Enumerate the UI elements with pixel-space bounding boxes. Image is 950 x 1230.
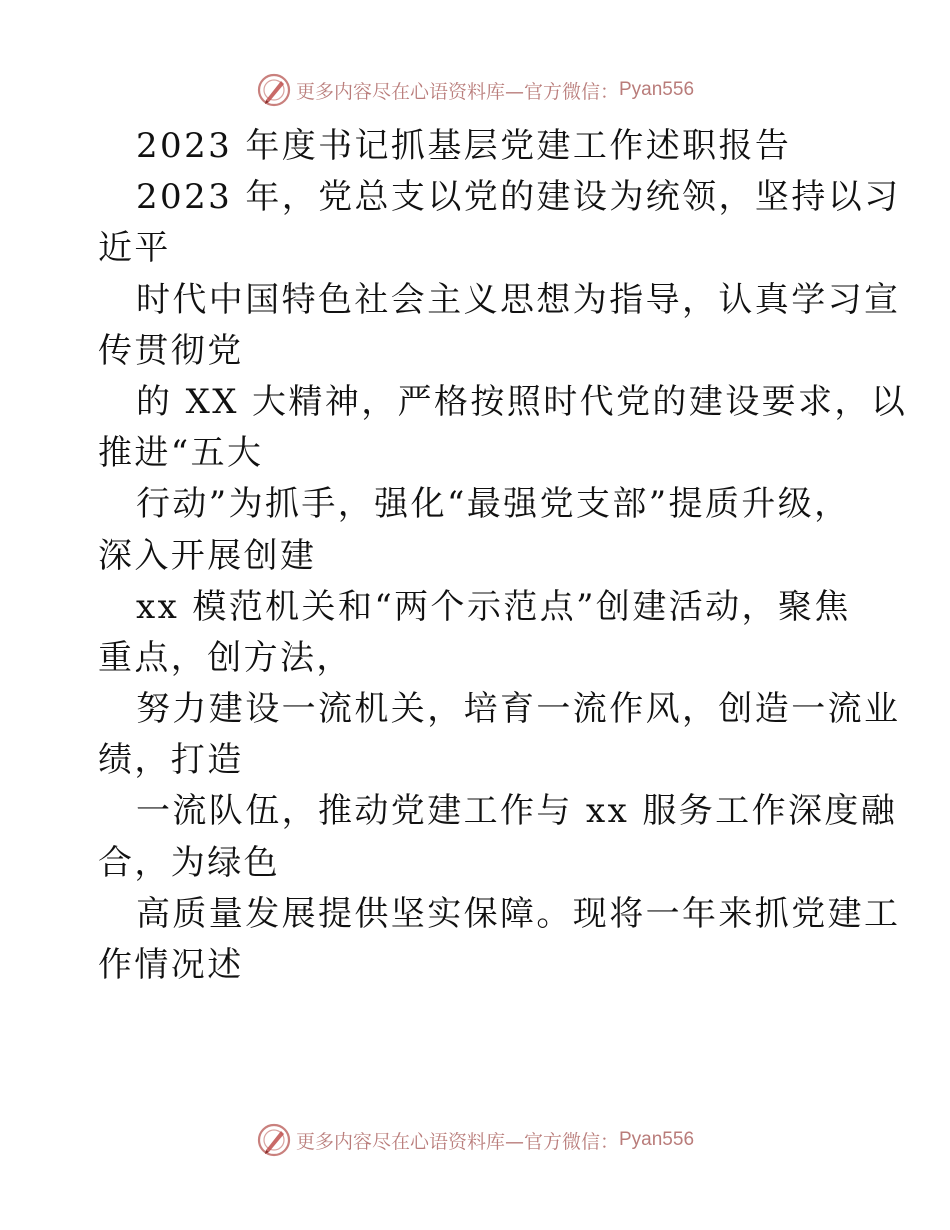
pen-logo-icon — [256, 1122, 292, 1158]
paragraph-line: 一流队伍，推动党建工作与 xx 服务工作深度融 — [136, 791, 898, 832]
paragraph-line: 高质量发展提供坚实保障。现将一年来抓党建工 — [136, 893, 901, 934]
paragraph-line: 时代中国特色社会主义思想为指导，认真学习宣 — [136, 279, 901, 320]
watermark-footer — [0, 1120, 950, 1160]
document-body — [98, 121, 908, 991]
paragraph-line: xx 模范机关和“两个示范点”创建活动，聚焦 — [136, 586, 851, 627]
paragraph-line: 传贯彻党 — [98, 330, 244, 371]
paragraph-line: 努力建设一流机关，培育一流作风，创造一流业 — [136, 689, 901, 730]
paragraph-line: 推进“五大 — [98, 433, 264, 474]
paragraph-line: 行动”为抓手，强化“最强党支部”提质升级， — [136, 484, 851, 525]
document-title: 2023 年度书记抓基层党建工作述职报告 — [136, 126, 792, 166]
paragraph-line: 近平 — [98, 228, 171, 269]
paragraph-line: 的 XX 大精神，严格按照时代党的建设要求，以 — [136, 381, 908, 422]
paragraph-line: 重点，创方法， — [98, 637, 353, 678]
paragraph-line: 绩，打造 — [98, 740, 244, 781]
watermark-wechat-id: Pyan556 — [619, 1129, 695, 1150]
watermark-text: 更多内容尽在心语资料库—官方微信： — [295, 1130, 619, 1153]
paragraph-line: 2023 年，党总支以党的建设为统领，坚持以习 — [136, 177, 901, 218]
paragraph-line: 作情况述 — [98, 945, 244, 985]
watermark-header — [0, 70, 950, 110]
paragraph-line: 深入开展创建 — [98, 535, 317, 576]
paragraph-line: 合，为绿色 — [98, 842, 280, 883]
watermark-text: 更多内容尽在心语资料库—官方微信： — [295, 80, 619, 103]
watermark-wechat-id: Pyan556 — [619, 79, 695, 100]
pen-logo-icon — [256, 72, 292, 108]
